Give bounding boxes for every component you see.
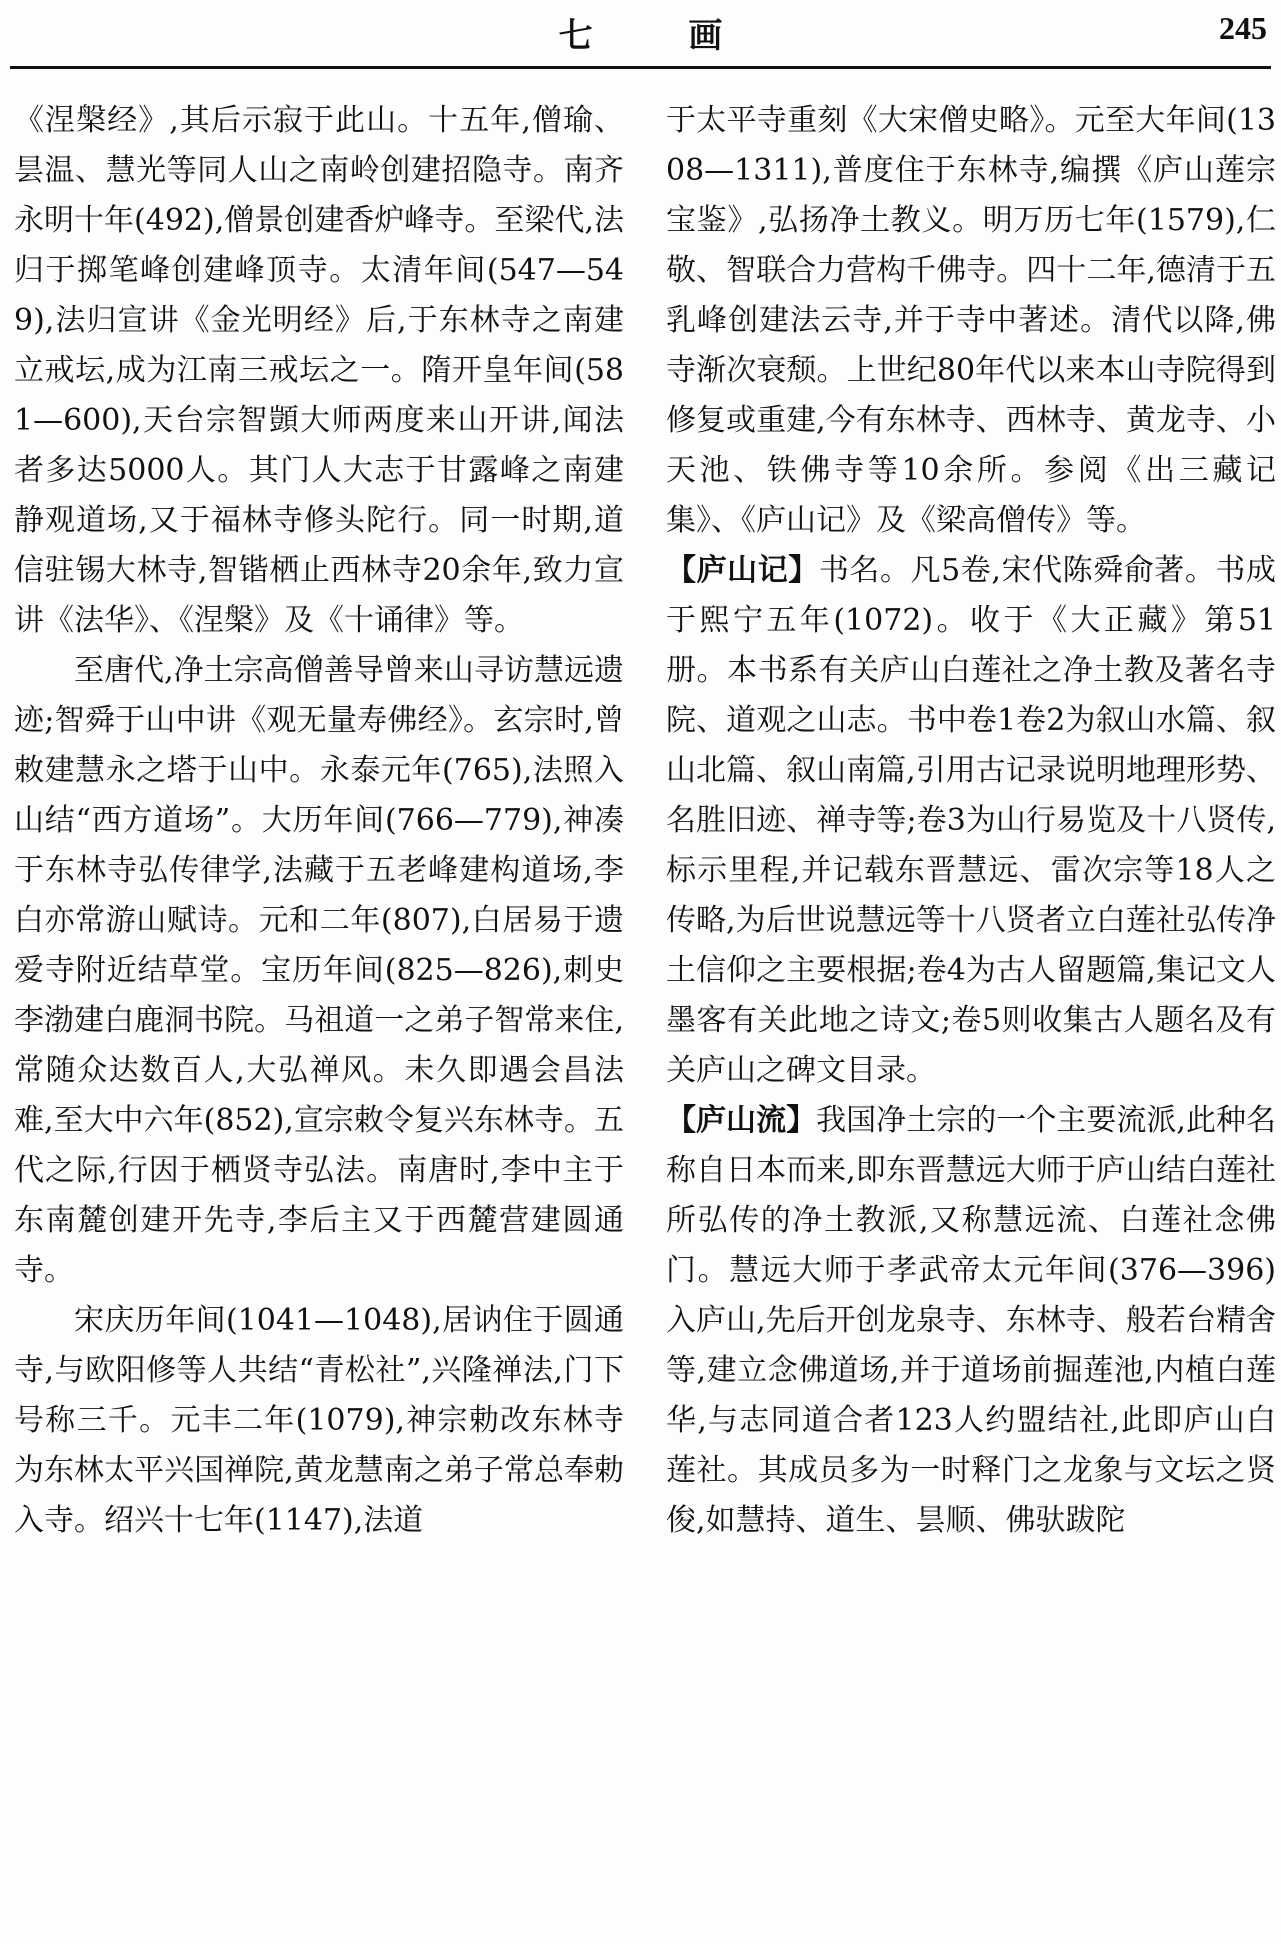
paragraph: 宋庆历年间(1041—1048),居讷住于圆通寺,与欧阳修等人共结“青松社”,兴隆禅法,门下号称三千。元丰二年(1079),神宗勅改东林寺为东林太平兴国禅院,黄龙慧南之弟子常总奉勅入寺。绍兴十七年(1147),法道 [14,1303,624,1538]
paragraph: 《涅槃经》,其后示寂于此山。十五年,僧瑜、昙温、慧光等同人山之南岭创建招隐寺。南齐永明十年(492),僧景创建香炉峰寺。至梁代,法归于掷笔峰创建峰顶寺。太清年间(547—549),法归宣讲《金光明经》后,于东林寺之南建立戒坛,成为江南三戒坛之一。隋开皇年间(581—600),天台宗智顗大师两度来山开讲,闻法者多达5000人。其门人大志于甘露峰之南建静观道场,又于福林寺修头陀行。同一时期,道信驻锡大林寺,智锴栖止西林寺20余年,致力宣讲《法华》、《涅槃》及《十诵律》等。 [14,103,624,638]
running-head-title: 七 画 [558,16,765,56]
header-rule [10,66,1271,69]
left-column [14,96,624,1936]
entry-headword: 【庐山记】 [666,553,819,588]
entry-headword: 【庐山流】 [666,1103,817,1138]
page-header [0,0,1281,66]
dictionary-entry [666,546,1276,1096]
entry-text: 我国净土宗的一个主要流派,此种名称自日本而来,即东晋慧远大师于庐山结白莲社所弘传的净土教派,又称慧远流、白莲社念佛门。慧远大师于孝武帝太元年间(376—396)入庐山,先后开创龙泉寺、东林寺、般若台精舍等,建立念佛道场,并于道场前掘莲池,内植白莲华,与志同道合者123人约盟结社,此即庐山白莲社。其成员多为一时释门之龙象与文坛之贤俊,如慧持、道生、昙顺、佛驮跋陀 [666,1103,1276,1538]
entry-text: 书名。凡5卷,宋代陈舜俞著。书成于熙宁五年(1072)。收于《大正藏》第51册。本书系有关庐山白莲社之净土教及著名寺院、道观之山志。书中卷1卷2为叙山水篇、叙山北篇、叙山南篇,引用古记录说明地理形势、名胜旧迹、禅寺等;卷3为山行易览及十八贤传,标示里程,并记载东晋慧远、雷次宗等18人之传略,为后世说慧远等十八贤者立白莲社弘传净土信仰之主要根据;卷4为古人留题篇,集记文人墨客有关此地之诗文;卷5则收集古人题名及有关庐山之碑文目录。 [666,553,1276,1088]
paragraph-continuation: 于太平寺重刻《大宋僧史略》。元至大年间(1308—1311),普度住于东林寺,编撰《庐山莲宗宝鉴》,弘扬净土教义。明万历七年(1579),仁敬、智联合力营构千佛寺。四十二年,德清于五乳峰创建法云寺,并于寺中著述。清代以降,佛寺渐次衰颓。上世纪80年代以来本山寺院得到修复或重建,今有东林寺、西林寺、黄龙寺、小天池、铁佛寺等10余所。参阅《出三藏记集》、《庐山记》及《梁高僧传》等。 [666,103,1276,538]
page-number: 245 [1219,10,1267,46]
paragraph: 至唐代,净土宗高僧善导曾来山寻访慧远遗迹;智舜于山中讲《观无量寿佛经》。玄宗时,曾敕建慧永之塔于山中。永泰元年(765),法照入山结“西方道场”。大历年间(766—779),神凑于东林寺弘传律学,法藏于五老峰建构道场,李白亦常游山赋诗。元和二年(807),白居易于遗爱寺附近结草堂。宝历年间(825—826),刺史李渤建白鹿洞书院。马祖道一之弟子智常来住,常随众达数百人,大弘禅风。未久即遇会昌法难,至大中六年(852),宣宗敕令复兴东林寺。五代之际,行因于栖贤寺弘法。南唐时,李中主于东南麓创建开先寺,李后主又于西麓营建圆通寺。 [14,653,624,1288]
right-column [666,96,1276,1936]
dictionary-entry [666,1096,1276,1546]
